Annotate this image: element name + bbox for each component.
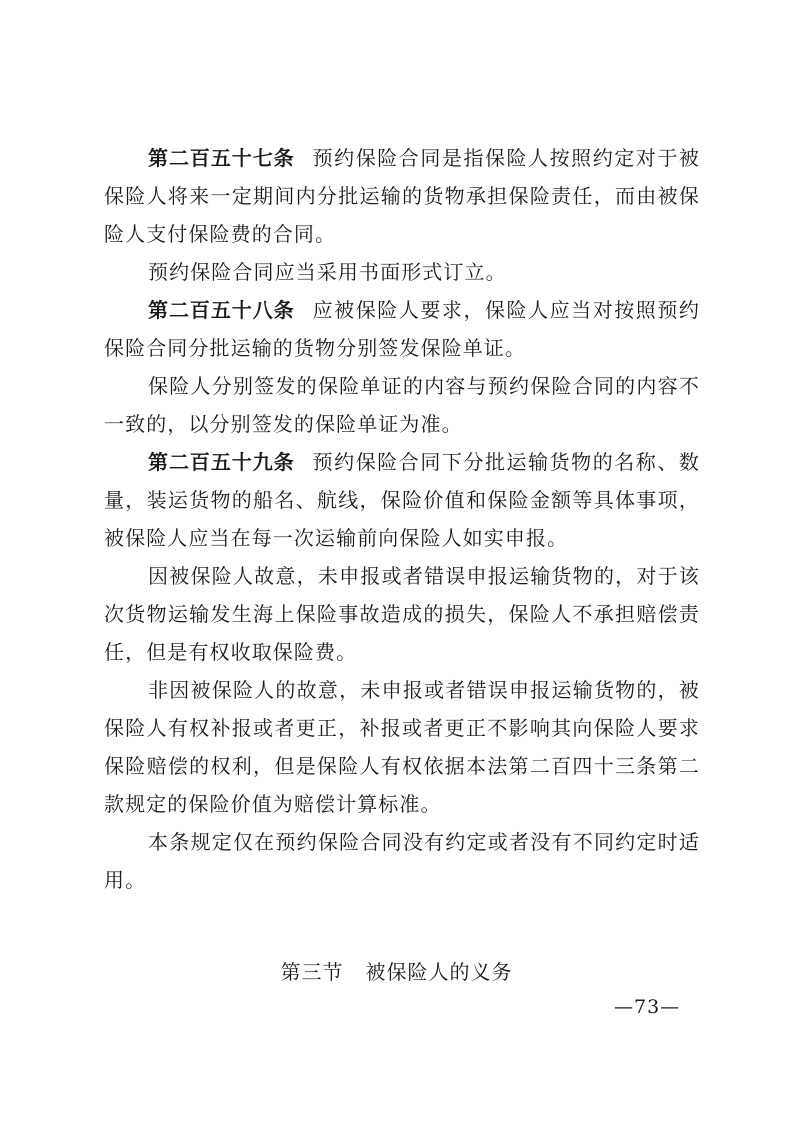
article-number: 第二百五十八条	[148, 298, 295, 322]
article-257-clause-2	[104, 253, 700, 291]
paragraph-text: 本条规定仅在预约保险合同没有约定或者没有不同约定时适用。	[104, 830, 700, 892]
page-number: —73—	[614, 996, 681, 1018]
article-number: 第二百五十七条	[148, 146, 295, 170]
document-body	[104, 139, 700, 899]
paragraph-text: 预约保险合同是指保险人按照约定对于被保险人将来一定期间内分批运输的货物承担保险责任，而由被保险人支付保险费的合同。	[104, 146, 700, 246]
paragraph-text: 预约保险合同下分批运输货物的名称、数量，装运货物的船名、航线，保险价值和保险金额等具体事项，被保险人应当在每一次运输前向保险人如实申报。	[104, 450, 700, 550]
article-259-clause-2	[104, 557, 700, 671]
article-259-paragraph	[104, 443, 700, 557]
section-number: 第三节	[280, 960, 344, 984]
article-number: 第二百五十九条	[148, 450, 295, 474]
article-259-clause-4	[104, 823, 700, 899]
paragraph-text: 预约保险合同应当采用书面形式订立。	[148, 260, 507, 284]
article-257-paragraph	[104, 139, 700, 253]
article-258-clause-2	[104, 367, 700, 443]
article-259-clause-3	[104, 671, 700, 823]
paragraph-text: 保险人分别签发的保险单证的内容与预约保险合同的内容不一致的，以分别签发的保险单证为准。	[104, 374, 700, 436]
section-heading	[0, 956, 793, 985]
paragraph-text: 应被保险人要求，保险人应当对按照预约保险合同分批运输的货物分别签发保险单证。	[104, 298, 700, 360]
article-258-paragraph	[104, 291, 700, 367]
paragraph-text: 因被保险人故意，未申报或者错误申报运输货物的，对于该次货物运输发生海上保险事故造成的损失，保险人不承担赔偿责任，但是有权收取保险费。	[104, 564, 700, 664]
section-title-text: 被保险人的义务	[365, 960, 513, 984]
paragraph-text: 非因被保险人的故意，未申报或者错误申报运输货物的，被保险人有权补报或者更正，补报或者更正不影响其向保险人要求保险赔偿的权利，但是保险人有权依据本法第二百四十三条第二款规定的保险价值为赔偿计算标准。	[104, 678, 700, 816]
